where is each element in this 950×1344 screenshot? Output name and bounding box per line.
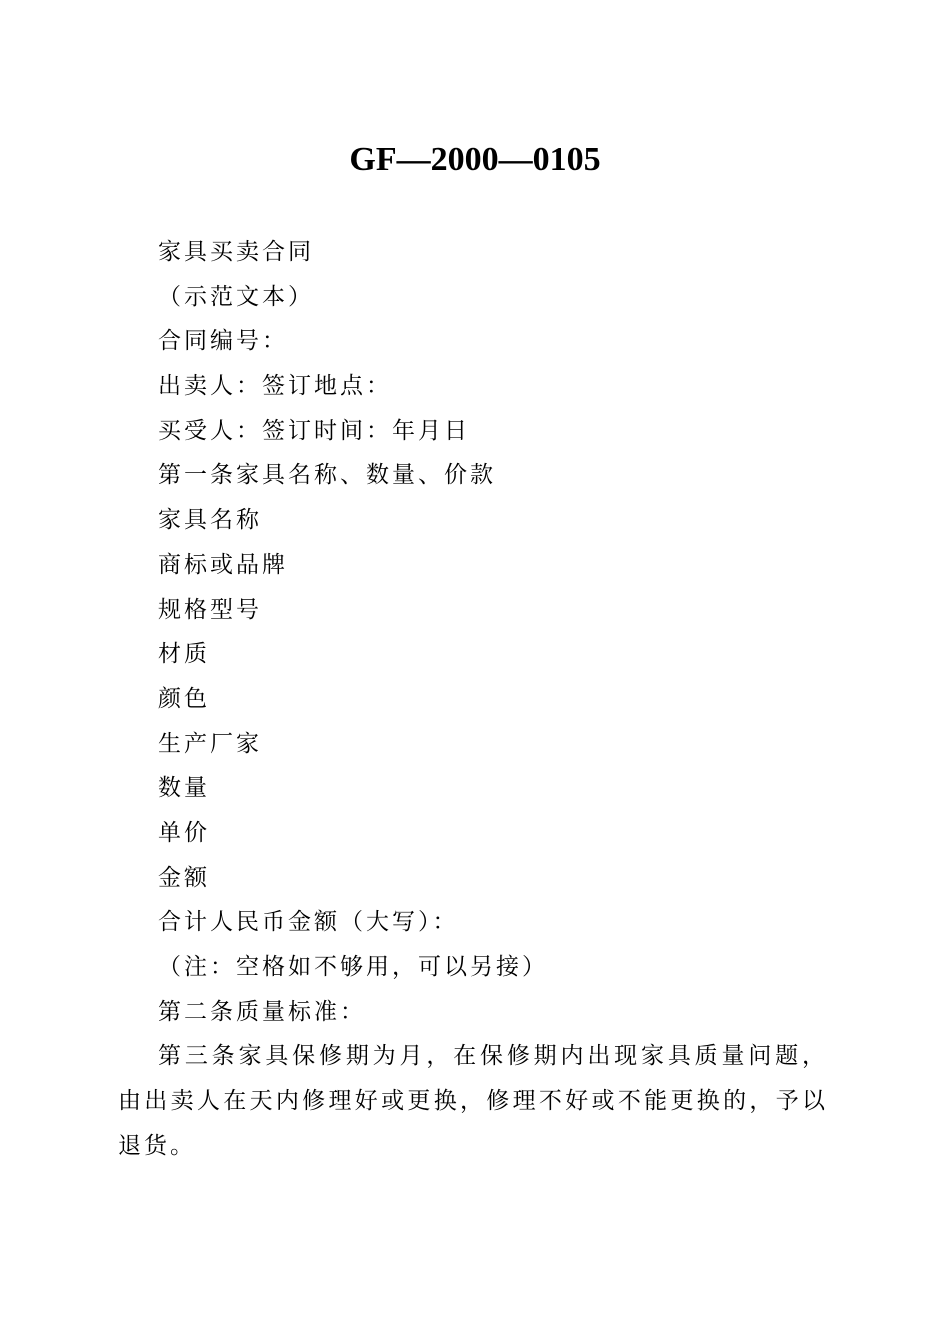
contract-number-field: 合同编号： <box>158 328 288 355</box>
total-amount: 合计人民币金额（大写）： <box>158 909 459 936</box>
seller-signing-place: 出卖人：签订地点： <box>158 373 392 400</box>
item-model: 规格型号 <box>158 596 262 623</box>
clause-1-heading: 第一条家具名称、数量、价款 <box>158 462 496 489</box>
item-quantity: 数量 <box>158 775 210 802</box>
contract-title: 家具买卖合同 <box>158 239 314 265</box>
contract-subtitle: （示范文本） <box>158 283 314 310</box>
clause-3-paragraph: 第三条家具保修期为月，在保修期内出现家具质量问题，由出卖人在天内修理好或更换，修理不好或不能更换的，予以退货。 <box>118 1043 828 1159</box>
item-color: 颜色 <box>158 685 210 712</box>
item-material: 材质 <box>158 641 210 668</box>
clause-2-heading: 第二条质量标准： <box>158 998 366 1025</box>
item-unit-price: 单价 <box>158 819 210 846</box>
contract-body <box>118 230 828 1168</box>
item-manufacturer: 生产厂家 <box>158 730 262 757</box>
item-furniture-name: 家具名称 <box>158 507 262 534</box>
document-code: GF—2000—0105 <box>349 141 601 178</box>
note-line: （注：空格如不够用，可以另接） <box>158 954 548 980</box>
item-brand: 商标或品牌 <box>158 551 288 578</box>
item-amount: 金额 <box>158 864 210 891</box>
buyer-signing-time: 买受人：签订时间：年月日 <box>158 417 470 444</box>
